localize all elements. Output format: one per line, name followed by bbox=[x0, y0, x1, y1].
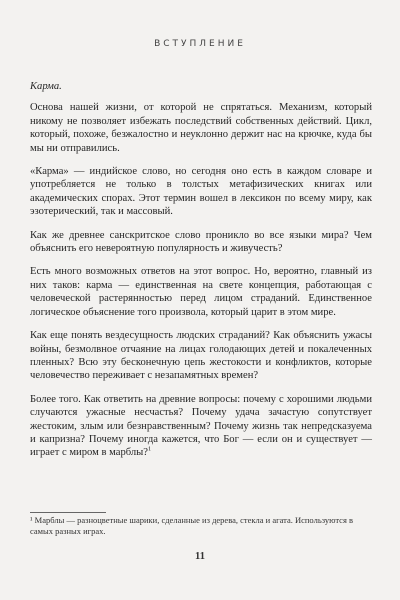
paragraph-3: Как же древнее санскритское слово проникло во все языки мира? Чем объяснить его невероятную популярность и живучесть? bbox=[30, 229, 372, 255]
main-text bbox=[30, 80, 372, 470]
footnote: ¹ Марблы — разноцветные шарики, сделанные из дерева, стекла и агата. Используются в самых разных играх. bbox=[30, 515, 353, 536]
paragraph-6-text: Более того. Как ответить на древние вопросы: почему с хорошими людьми случаются ужасные несчастья? Почему удача зачастую сопутствует жестоким, злым или безнравственным? Почему жизнь так непредсказуема и капризна? Почему иногда кажется, что Бог — если он и существует — играет с миром в марблы? bbox=[30, 393, 372, 459]
footnote-reference: 1 bbox=[147, 445, 152, 453]
running-header: ВСТУПЛЕНИЕ bbox=[154, 39, 246, 49]
paragraph-5: Как еще понять вездесущность людских страданий? Как объяснить ужасы войны, безмолвное отчаяние на лицах голодающих детей и покалеченных пленных? Всю эту бесконечную цепь жестокости и конфликтов, которые человечество переживает с незапамятных времен? bbox=[30, 330, 372, 382]
paragraph-1: Основа нашей жизни, от которой не спрятаться. Механизм, который никому не позволяет избежать последствий собственных действий. Цикл, который, похоже, безжалостно и неуклонно держит нас на крючке, куда бы мы ни отправились. bbox=[30, 102, 372, 154]
footnote-divider bbox=[30, 512, 106, 513]
lead-word: Карма. bbox=[30, 81, 62, 92]
page-number: 11 bbox=[195, 551, 205, 562]
paragraph-2: «Карма» — индийское слово, но сегодня оно есть в каждом словаре и употребляется не только в толстых метафизических книгах или академических спорах. Этот термин вошел в лексикон по всему миру, как эзотерический, так и массовый. bbox=[30, 166, 372, 218]
paragraph-6 bbox=[30, 393, 372, 460]
paragraph-4: Есть много возможных ответов на этот вопрос. Но, вероятно, главный из них таков: карма — единственная на свете концепция, работающая с человеческой растерянностью перед лицом страданий. Единственное логическое объяснение того произвола, который царит в этом мире. bbox=[30, 266, 372, 318]
